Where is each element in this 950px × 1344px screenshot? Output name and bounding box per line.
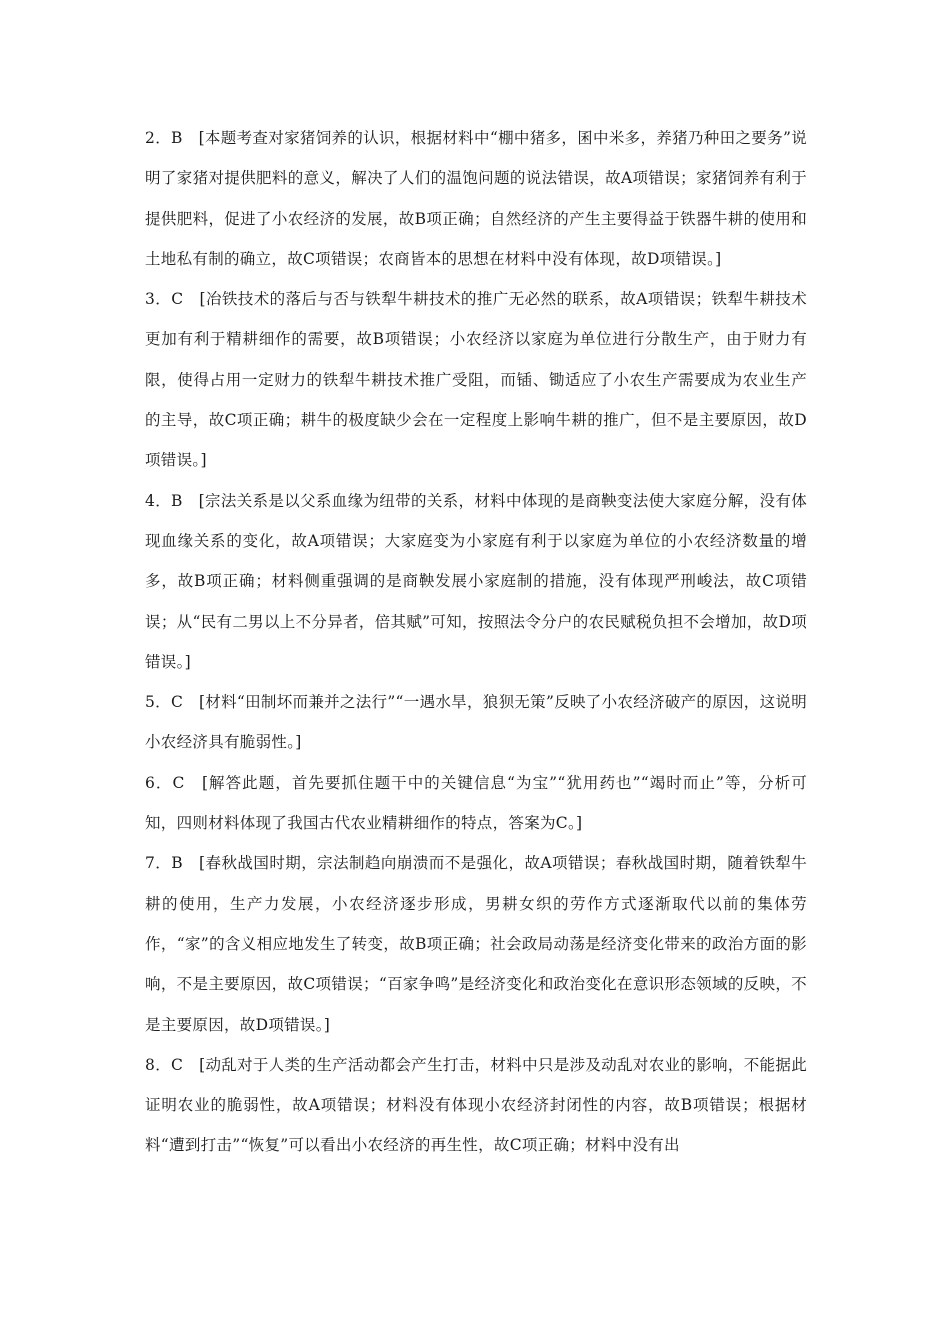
- answer-item-5: [145, 682, 807, 763]
- answer-number-6: 6．C: [145, 773, 202, 792]
- answer-item-4: [145, 481, 807, 682]
- answer-explanation-4: [宗法关系是以父系血缘为纽带的关系，材料中体现的是商鞅变法使大家庭分解，没有体现血缘关系的变化，故A项错误；大家庭变为小家庭有利于以家庭为单位的小农经济数量的增多，故B项正确；材料侧重强调的是商鞅发展小家庭制的措施，没有体现严刑峻法，故C项错误；从“民有二男以上不分异者，倍其赋”可知，按照法令分户的农民赋税负担不会增加，故D项错误。]: [145, 491, 808, 671]
- answer-item-2: [145, 118, 807, 279]
- answer-item-6: [145, 763, 807, 844]
- answer-number-5: 5．C: [145, 693, 199, 712]
- answer-explanation-5: [材料“田制坏而兼并之法行”“一遇水旱，狼狈无策”反映了小农经济破产的原因，这说明小农经济具有脆弱性。]: [145, 693, 808, 752]
- answer-item-8: [145, 1045, 807, 1166]
- answer-number-3: 3．C: [145, 290, 200, 309]
- answer-item-3: [145, 279, 807, 480]
- answer-number-8: 8．C: [145, 1055, 200, 1074]
- answer-explanations: [145, 118, 807, 1166]
- answer-explanation-8: [动乱对于人类的生产活动都会产生打击，材料中只是涉及动乱对农业的影响，不能据此证明农业的脆弱性，故A项错误；材料没有体现小农经济封闭性的内容，故B项错误；根据材料“遭到打击”“恢复”可以看出小农经济的再生性，故C项正确；材料中没有出: [145, 1055, 808, 1155]
- answer-item-7: [145, 843, 807, 1044]
- answer-explanation-2: [本题考查对家猪饲养的认识，根据材料中“棚中猪多，囷中米多，养猪乃种田之要务”说明了家猪对提供肥料的意义，解决了人们的温饱问题的说法错误，故A项错误；家猪饲养有利于提供肥料，促进了小农经济的发展，故B项正确；自然经济的产生主要得益于铁器牛耕的使用和土地私有制的确立，故C项错误；农商皆本的思想在材料中没有体现，故D项错误。]: [145, 129, 807, 268]
- answer-number-2: 2．B: [145, 129, 199, 147]
- answer-number-4: 4．B: [145, 491, 199, 510]
- answer-explanation-3: [冶铁技术的落后与否与铁犁牛耕技术的推广无必然的联系，故A项错误；铁犁牛耕技术更加有利于精耕细作的需要，故B项错误；小农经济以家庭为单位进行分散生产，由于财力有限，使得占用一定财力的铁犁牛耕技术推广受阻，而锸、锄适应了小农生产需要成为农业生产的主导，故C项正确；耕牛的极度缺少会在一定程度上影响牛耕的推广，但不是主要原因，故D项错误。]: [145, 290, 808, 470]
- answer-explanation-6: [解答此题，首先要抓住题干中的关键信息“为宝”“犹用药也”“竭时而止”等，分析可知，四则材料体现了我国古代农业精耕细作的特点，答案为C。]: [145, 773, 808, 833]
- answer-explanation-7: [春秋战国时期，宗法制趋向崩溃而不是强化，故A项错误；春秋战国时期，随着铁犁牛耕的使用，生产力发展，小农经济逐步形成，男耕女织的劳作方式逐渐取代以前的集体劳作，“家”的含义相应地发生了转变，故B项正确；社会政局动荡是经济变化带来的政治方面的影响，不是主要原因，故C项错误；“百家争鸣”是经济变化和政治变化在意识形态领域的反映，不是主要原因，故D项错误。]: [145, 854, 808, 1034]
- answer-number-7: 7．B: [145, 854, 200, 873]
